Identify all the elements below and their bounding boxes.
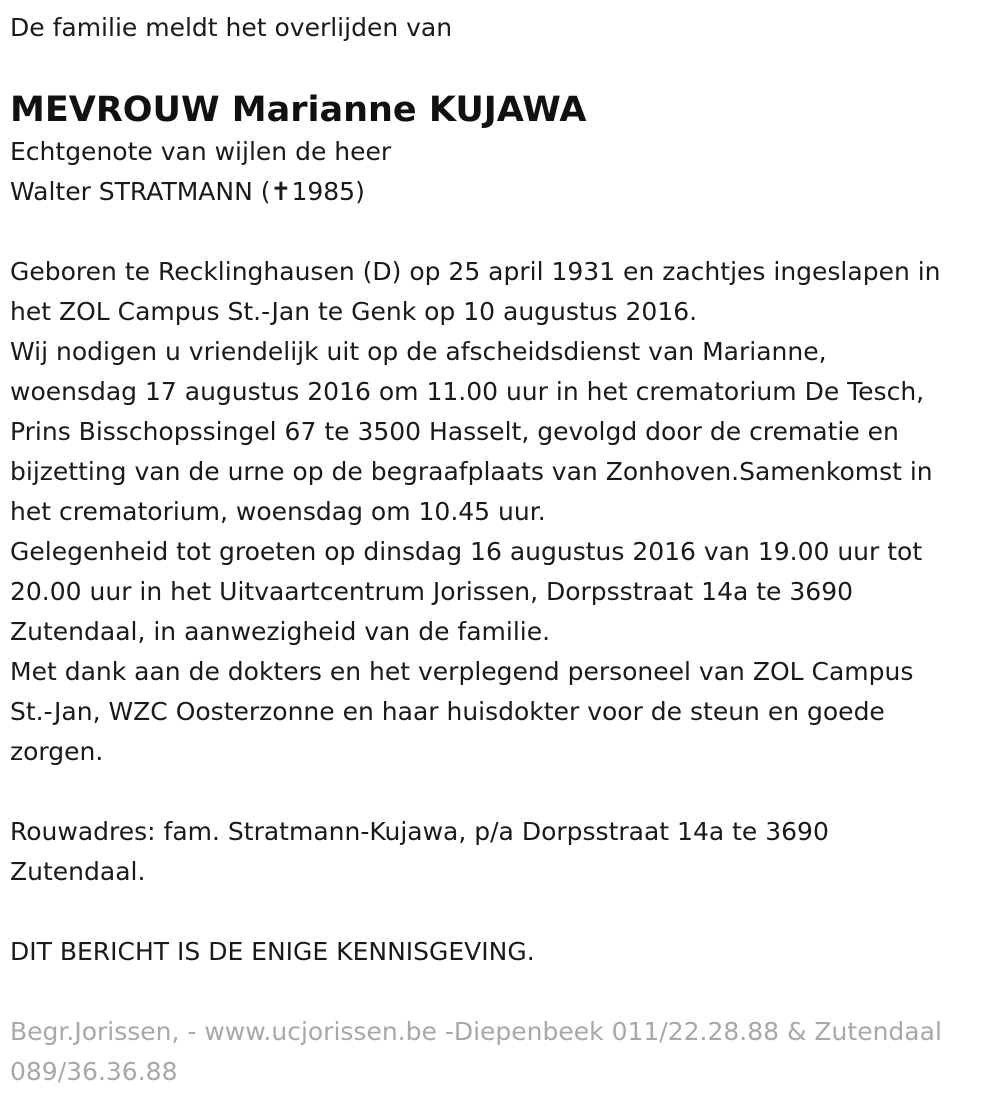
spacer [10, 972, 990, 1012]
spacer [10, 772, 990, 812]
body-line: Met dank aan de dokters en het verplegend personeel van ZOL Campus [10, 657, 914, 686]
intro-text: De familie meldt het overlijden van [10, 13, 453, 42]
spouse-line-2: Walter STRATMANN (✝1985) [10, 177, 365, 206]
spouse-line-1: Echtgenote van wijlen de heer [10, 137, 392, 166]
body-line: St.-Jan, WZC Oosterzonne en haar huisdokter voor de steun en goede [10, 697, 885, 726]
body-line: zorgen. [10, 737, 104, 766]
spacer [10, 212, 990, 252]
spacer [10, 892, 990, 932]
body-line: het crematorium, woensdag om 10.45 uur. [10, 497, 546, 526]
body-line: Wij nodigen u vriendelijk uit op de afscheidsdienst van Marianne, [10, 337, 827, 366]
body-line: 20.00 uur in het Uitvaartcentrum Jorissen, Dorpsstraat 14a te 3690 [10, 577, 854, 606]
body-text [10, 252, 990, 772]
deceased-name: MEVROUW Marianne KUJAWA [10, 90, 587, 130]
body-line: Geboren te Recklinghausen (D) op 25 april 1931 en zachtjes ingeslapen in [10, 257, 941, 286]
notice-text: DIT BERICHT IS DE ENIGE KENNISGEVING. [10, 937, 535, 966]
rouwadres-line-1: Rouwadres: fam. Stratmann-Kujawa, p/a Dorpsstraat 14a te 3690 [10, 817, 829, 846]
footer-line-2: 089/36.36.88 [10, 1057, 178, 1086]
rouwadres-line-2: Zutendaal. [10, 857, 146, 886]
body-line: Prins Bisschopssingel 67 te 3500 Hasselt, gevolgd door de crematie en [10, 417, 899, 446]
body-line: woensdag 17 augustus 2016 om 11.00 uur in het crematorium De Tesch, [10, 377, 925, 406]
body-line: bijzetting van de urne op de begraafplaats van Zonhoven.Samenkomst in [10, 457, 933, 486]
body-line: Zutendaal, in aanwezigheid van de familie. [10, 617, 551, 646]
body-line: Gelegenheid tot groeten op dinsdag 16 augustus 2016 van 19.00 uur tot [10, 537, 923, 566]
body-line: het ZOL Campus St.-Jan te Genk op 10 augustus 2016. [10, 297, 698, 326]
footer-line-1: Begr.Jorissen, - www.ucjorissen.be -Diepenbeek 011/22.28.88 & Zutendaal [10, 1017, 942, 1046]
